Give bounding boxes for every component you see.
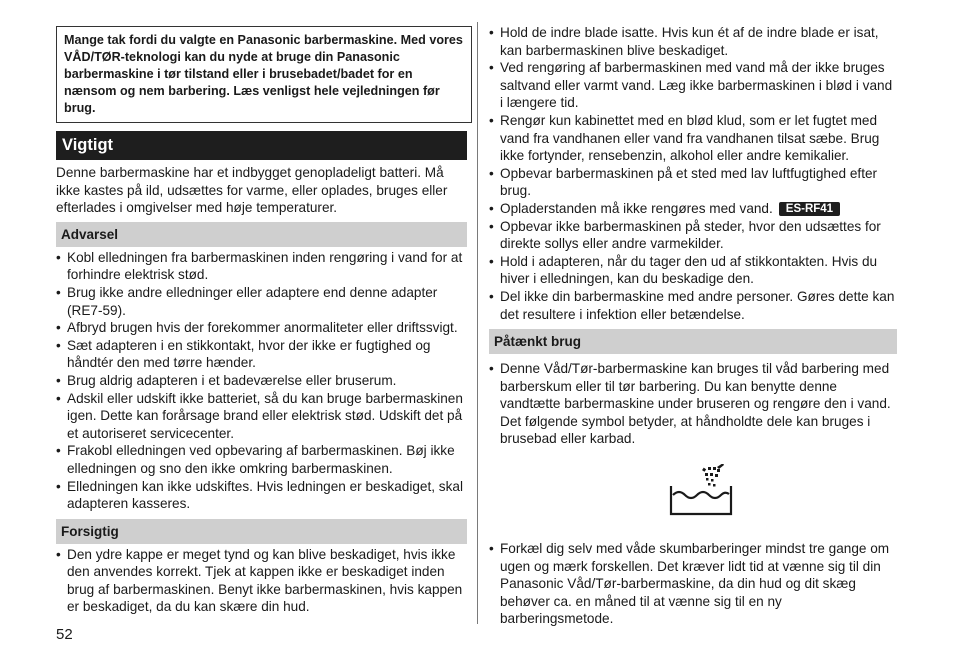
shower-bath-waterproof-icon [667, 464, 737, 520]
paatankt-list [489, 360, 897, 448]
list-item: • Frakobl elledningen ved opbevaring af barbermaskinen. Bøj ikke elledningen og sno den ikke omkring barbermaskinen. [56, 443, 455, 476]
left-column [56, 164, 467, 616]
list-item: • Kobl elledningen fra barbermaskinen inden rengøring i vand for at forhindre elektrisk stød. [56, 249, 463, 283]
model-badge: ES-RF41 [779, 202, 840, 216]
list-item: • Opbevar ikke barbermaskinen på steder, hvor den udsættes for direkte sollys eller andre varmekilder. [489, 218, 881, 252]
vigtigt-text: Denne barbermaskine har et indbygget genopladeligt batteri. Må ikke kastes på ild, udsættes for varme, eller oplades, bruges eller efterlades i omgivelser med høje temperaturer. [56, 165, 448, 216]
list-item: • Adskil eller udskift ikke batteriet, så du kan bruge barbermaskinen igen. Dette kan forårsage brand eller elektrisk stød. Udskift det på et autoriseret servicecenter. [56, 390, 463, 441]
symbol-area [489, 448, 897, 540]
care-list [489, 24, 897, 323]
list-item: • Denne Våd/Tør-barbermaskine kan bruges til våd barbering med barberskum eller til tør barbering. Du kan benytte denne vandtætte barbermaskine under bruseren og rengøre den i vand. Det følgende symbol betyder, at håndholdte dele kan bruges i brusebad eller karbad. [489, 361, 891, 447]
section-heading-paatankt-brug: Påtænkt brug [489, 329, 897, 354]
list-item: • Opbevar barbermaskinen på et sted med lav luftfugtighed efter brug. [489, 165, 878, 199]
list-item: • Brug ikke andre elledninger eller adaptere end denne adapter (RE7-59). [56, 284, 438, 318]
page-number: 52 [56, 626, 73, 643]
column-divider [477, 22, 478, 624]
list-item: • Den ydre kappe er meget tynd og kan blive beskadiget, hvis ikke den anvendes korrekt. Tjek at kappen ikke er beskadiget inden brug af barbermaskinen. Benyt ikke barbermaskinen, hvis kappen er beskadiget, da du kan skære din hud. [56, 546, 463, 615]
section-heading-forsigtig: Forsigtig [56, 519, 467, 544]
intro-box: Mange tak fordi du valgte en Panasonic barbermaskine. Med vores VÅD/TØR-teknologi kan du nyde at bruge din Panasonic barbermaskine i tør tilstand eller i brusebadet/badet for en nænsom og nem barbering. Læs venligst hele vejledningen før brug. [56, 26, 472, 123]
list-item: • Hold de indre blade isatte. Hvis kun ét af de indre blade er isat, kan barbermaskinen blive beskadiget. [489, 25, 879, 58]
list-item: • Elledningen kan ikke udskiftes. Hvis ledningen er beskadiget, skal adapteren kasseres. [56, 478, 463, 512]
list-item: • Opladerstanden må ikke rengøres med vand. ES-RF41 [489, 200, 897, 218]
list-item: • Forkæl dig selv med våde skumbarberinger mindst tre gange om ugen og mærk forskellen. Det kræver lidt tid at vænne sig til din Panasonic Våd/Tør-barbermaskine, da din hud og dit skæg behøver ca. en måned til at vænne sig til en ny barberingsmetode. [489, 541, 890, 627]
list-item: • Brug aldrig adapteren i et badeværelse eller bruserum. [56, 372, 397, 388]
list-item: • Afbryd brugen hvis der forekommer anormaliteter eller driftssvigt. [56, 320, 458, 336]
list-item: • Hold i adapteren, når du tager den ud af stikkontakten. Hvis du hiver i elledningen, kan du beskadige den. [489, 253, 878, 287]
list-item: • Del ikke din barbermaskine med andre personer. Gøres dette kan det resultere i infektion eller betændelse. [489, 288, 895, 322]
section-heading-advarsel: Advarsel [56, 222, 467, 247]
forsigtig-list [56, 546, 467, 616]
list-item: • Sæt adapteren i en stikkontakt, hvor der ikke er fugtighed og håndtér den med tørre hænder. [56, 337, 431, 371]
section-heading-vigtigt: Vigtigt [56, 131, 467, 160]
list-item: • Ved rengøring af barbermaskinen med vand må der ikke bruges saltvand eller varmt vand. Læg ikke barbermaskinen i blød i vand i længere tid. [489, 60, 893, 111]
list-item: • Rengør kun kabinettet med en blød klud, som er let fugtet med vand fra vandhanen eller vand fra vandhanen tilsat sæbe. Brug ikke fortynder, rensebenzin, alkohol eller andre kemikalier. [489, 112, 880, 164]
advarsel-list [56, 249, 467, 513]
right-column [489, 24, 897, 628]
paatankt-list-2 [489, 540, 897, 628]
